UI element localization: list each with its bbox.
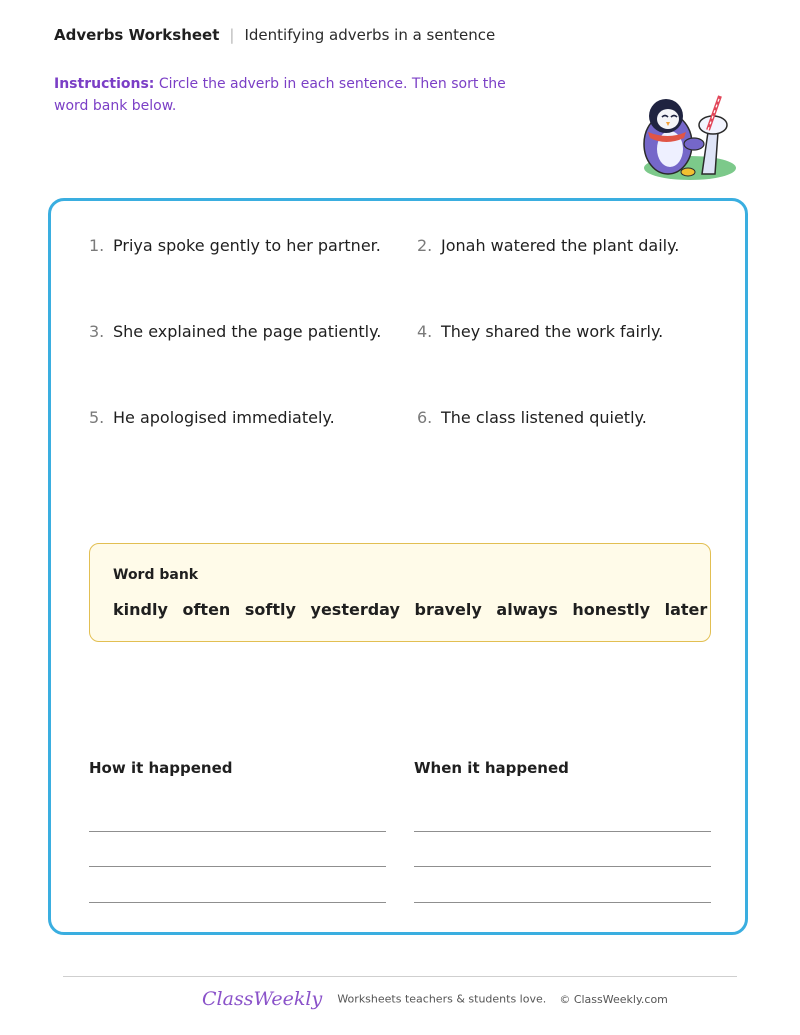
how-answer-line[interactable] <box>89 866 386 867</box>
instructions-label: Instructions: <box>54 76 155 92</box>
worksheet-subtitle: Identifying adverbs in a sentence <box>244 26 496 44</box>
sentence-3[interactable] <box>89 322 381 341</box>
sentence-text: Jonah watered the plant daily. <box>441 236 680 255</box>
footer-divider <box>63 976 737 977</box>
header-separator: | <box>229 26 235 44</box>
sentence-5[interactable] <box>89 408 335 427</box>
word-bank-word[interactable]: often <box>182 600 231 619</box>
sentence-number: 6. <box>417 408 433 427</box>
sentence-4[interactable] <box>417 322 663 341</box>
word-bank-word[interactable]: yesterday <box>310 600 400 619</box>
worksheet-header <box>54 26 495 44</box>
how-answer-line[interactable] <box>89 902 386 903</box>
word-bank-word[interactable]: softly <box>244 600 296 619</box>
word-bank-word[interactable]: always <box>496 600 558 619</box>
instructions-text: Circle the adverb in each sentence. Then sort the word bank below. <box>54 76 506 114</box>
word-bank-words <box>113 600 716 619</box>
sentence-text: They shared the work fairly. <box>441 322 664 341</box>
worksheet-title: Adverbs Worksheet <box>54 26 220 44</box>
when-answer-line[interactable] <box>414 902 711 903</box>
word-bank-word[interactable]: kindly <box>113 600 168 619</box>
sentence-text: She explained the page patiently. <box>113 322 382 341</box>
sentence-number: 3. <box>89 322 105 341</box>
brand-logo: ClassWeekly <box>202 988 323 1010</box>
sentence-text: The class listened quietly. <box>441 408 647 427</box>
sentence-number: 5. <box>89 408 105 427</box>
word-bank-word[interactable]: bravely <box>414 600 482 619</box>
sentence-1[interactable] <box>89 236 381 255</box>
how-it-happened-heading: How it happened <box>89 759 233 777</box>
sentence-2[interactable] <box>417 236 679 255</box>
sentence-text: He apologised immediately. <box>113 408 335 427</box>
word-bank <box>89 543 711 642</box>
sentence-number: 1. <box>89 236 105 255</box>
how-answer-line[interactable] <box>89 831 386 832</box>
when-answer-line[interactable] <box>414 866 711 867</box>
word-bank-word[interactable]: later <box>664 600 708 619</box>
footer-tagline: Worksheets teachers & students love. <box>337 992 547 1006</box>
penguin-mascot-icon <box>636 92 736 184</box>
sentence-text: Priya spoke gently to her partner. <box>113 236 381 255</box>
sentence-number: 2. <box>417 236 433 255</box>
word-bank-word[interactable]: honestly <box>572 600 651 619</box>
footer <box>202 988 668 1010</box>
footer-copyright: © ClassWeekly.com <box>559 992 668 1006</box>
word-bank-title: Word bank <box>113 567 199 583</box>
sentence-6[interactable] <box>417 408 647 427</box>
sentence-number: 4. <box>417 322 433 341</box>
when-answer-line[interactable] <box>414 831 711 832</box>
instructions <box>54 73 534 117</box>
when-it-happened-heading: When it happened <box>414 759 569 777</box>
